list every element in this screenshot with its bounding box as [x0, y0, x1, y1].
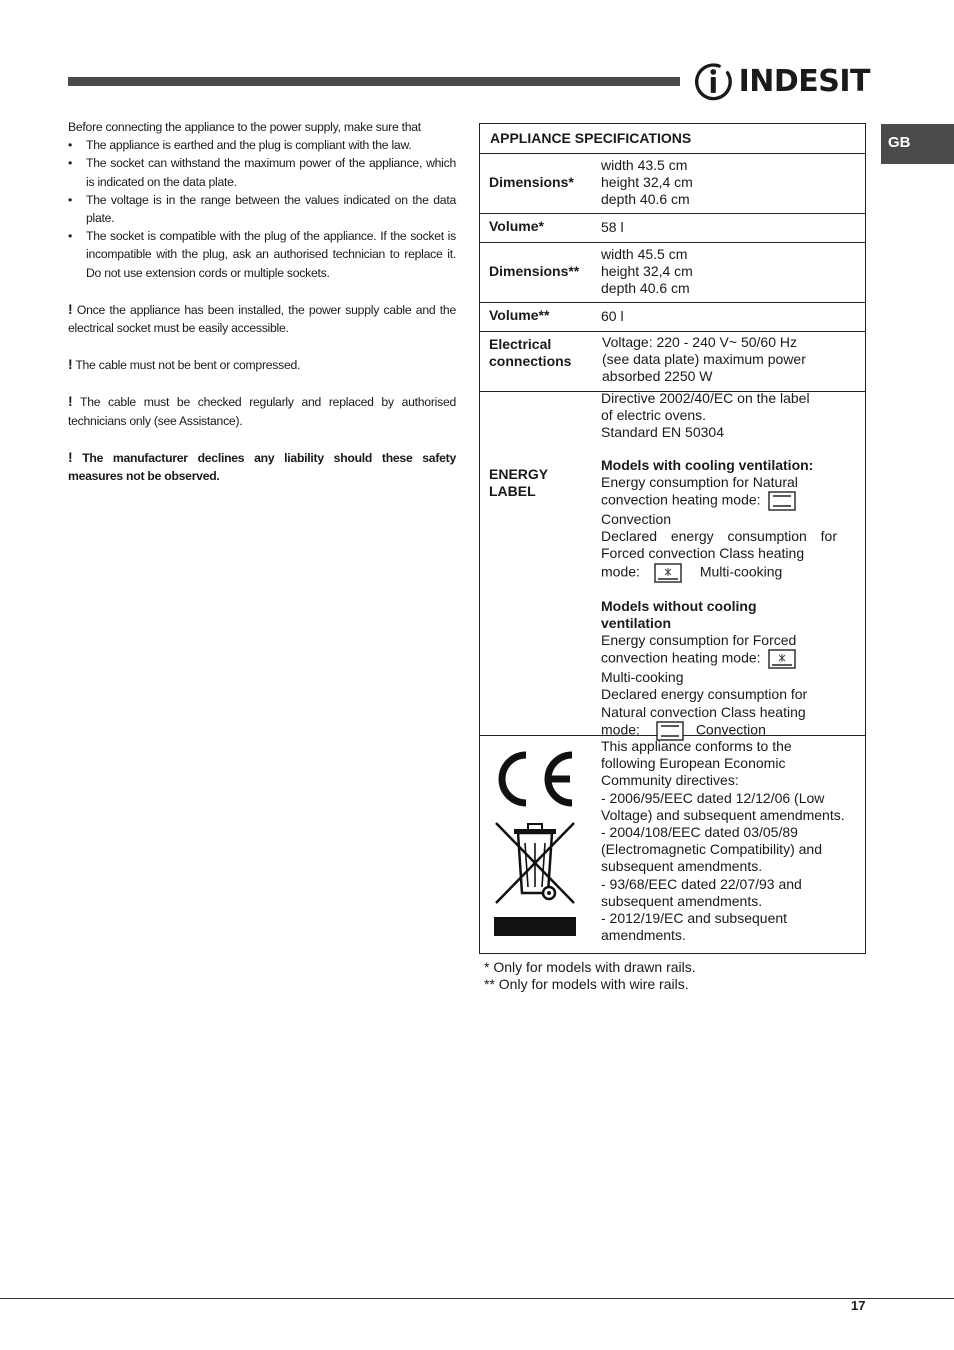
footnote: * Only for models with drawn rails.	[484, 959, 696, 975]
spec-value: Voltage: 220 - 240 V~ 50/60 Hz (see data plate) maximum power absorbed 2250 W	[602, 334, 806, 385]
warning-note: ! Once the appliance has been installed, the power supply cable and the electrical socket must be easily accessible.	[68, 300, 456, 336]
spec-header: APPLIANCE SPECIFICATIONS	[490, 130, 692, 146]
footnote: ** Only for models with wire rails.	[484, 976, 689, 993]
spec-value: 58 l	[601, 219, 624, 235]
footer-rule	[0, 1298, 954, 1299]
spec-row-dimensions	[480, 153, 865, 214]
brand-logo	[694, 58, 870, 106]
spec-value: 60 l	[601, 308, 624, 324]
spec-row-compliance	[480, 735, 865, 953]
spec-row-volume	[480, 302, 865, 332]
spec-label: Dimensions**	[489, 263, 580, 279]
spec-value: Directive 2002/40/EC on the label of electric ovens. Standard EN 50304 Models with cooling ventilation: Energy consumption for Natural convection heating mode: Convection Declared energy consumption for Forced convection Class heating mode: Multi-cooking Models without cooling ventilation Energy consumption for Forced convection heating mode: Multi-cooking Declared energy consumption for Natural convection Class heating mode: Convection	[601, 390, 837, 741]
weee-crossed-bin-icon	[492, 821, 578, 939]
list-item: • The socket can withstand the maximum power of the appliance, which is indicated on the data plate.	[68, 156, 456, 189]
natural-convection-icon	[768, 491, 796, 511]
fan-convection-icon	[654, 563, 682, 583]
spec-value: width 45.5 cm height 32,4 cm depth 40.6 cm	[601, 246, 693, 297]
brand-circle-i-icon	[694, 59, 733, 105]
spec-label: Dimensions*	[489, 174, 574, 190]
list-item: • The voltage is in the range between the values indicated on the data plate.	[68, 192, 456, 226]
appliance-specifications-table	[479, 123, 866, 954]
warning-note: ! The cable must not be bent or compressed.	[68, 356, 301, 373]
intro-text: Before connecting the appliance to the power supply, make sure that	[68, 120, 421, 134]
ce-mark-icon	[492, 747, 578, 811]
spec-row-dimensions	[480, 242, 865, 303]
language-tab: GB	[881, 124, 954, 164]
spec-header-row	[480, 124, 865, 154]
spec-row-volume	[480, 213, 865, 243]
liability-note: ! The manufacturer declines any liability should these safety measures not be observed.	[68, 448, 456, 484]
spec-label: Electrical connections	[489, 336, 572, 370]
spec-label: ENERGY LABEL	[489, 466, 549, 500]
spec-label: Volume**	[489, 307, 550, 323]
list-item: • The appliance is earthed and the plug is compliant with the law.	[68, 138, 412, 153]
compliance-text: This appliance conforms to the following European Economic Community directives: - 2006/95/EEC dated 12/12/06 (Low Voltage) and subsequent amendments. - 2004/108/EEC dated 03/05/89 (Electromagnetic Compatibility) and subsequent amendments. - 93/68/EEC dated 22/07/93 and subsequent amendments. - 2012/19/EC and subsequent amendments.	[601, 738, 845, 944]
list-item: • The socket is compatible with the plug of the appliance. If the socket is incompatible with the plug, ask an authorised technician to replace it. Do not use extension cords or multiple sockets.	[68, 229, 456, 280]
spec-row-energy-label	[480, 391, 865, 736]
spec-row-electrical	[480, 331, 865, 392]
brand-name: INDESIT	[738, 64, 870, 99]
checklist	[68, 136, 456, 282]
warning-note: ! The cable must be checked regularly and replaced by authorised technicians only (see Assistance).	[68, 393, 456, 428]
fan-convection-icon	[768, 649, 796, 669]
spec-label: Volume*	[489, 218, 544, 234]
footnotes	[484, 959, 696, 993]
page-number: 17	[851, 1298, 866, 1313]
safety-instructions	[68, 118, 456, 485]
spec-value: width 43.5 cm height 32,4 cm depth 40.6 cm	[601, 157, 693, 208]
header-rule	[68, 77, 680, 86]
